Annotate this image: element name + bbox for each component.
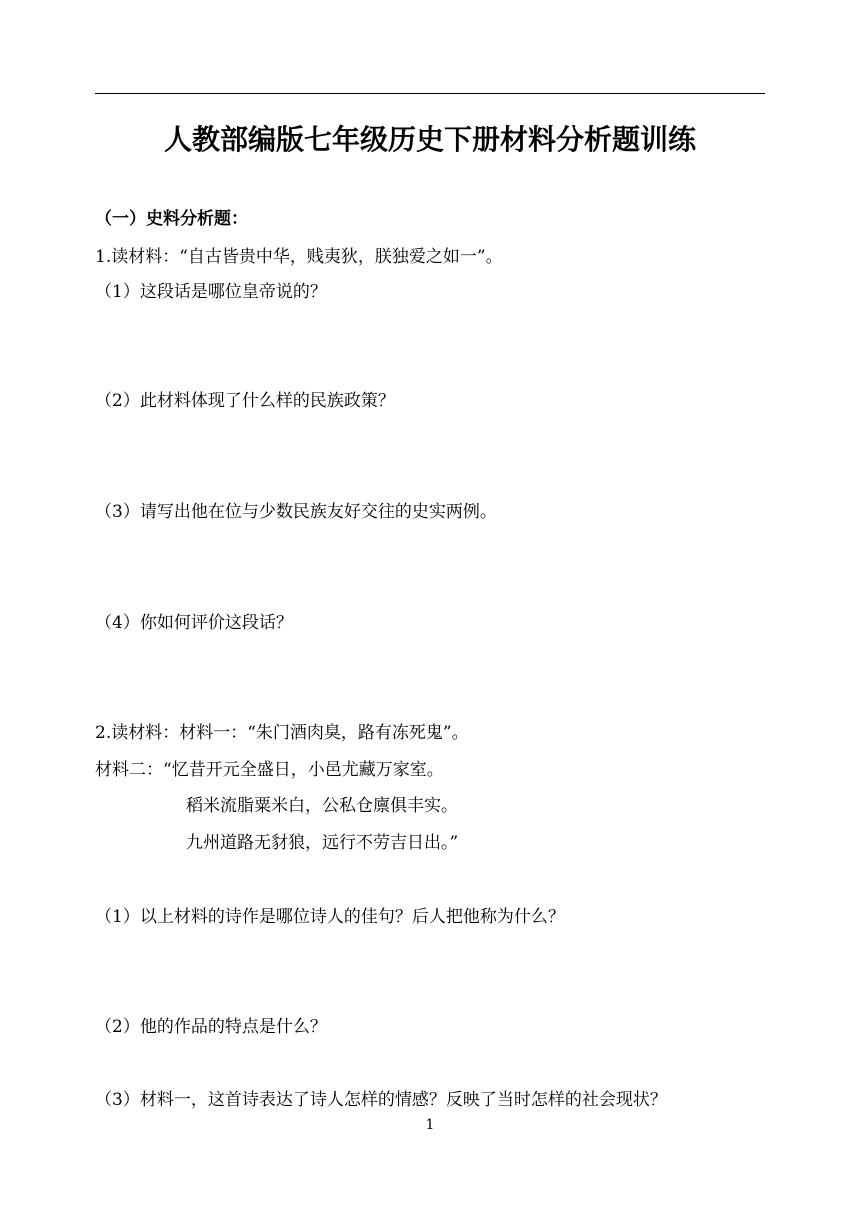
q2-material2-line2: 稻米流脂粟米白，公私仓廪俱丰实。 — [186, 796, 458, 816]
section-heading: （一）史料分析题： — [95, 209, 248, 229]
q2-sub1: （1）以上材料的诗作是哪位诗人的佳句？后人把他称为什么？ — [95, 907, 565, 927]
q2-stem: 2.读材料：材料一：“朱门酒肉臭，路有冻死鬼”。 — [95, 723, 469, 743]
q1-sub1: （1）这段话是哪位皇帝说的？ — [95, 282, 327, 302]
page-title: 人教部编版七年级历史下册材料分析题训练 — [163, 123, 696, 156]
q2-sub3: （3）材料一，这首诗表达了诗人怎样的情感？反映了当时怎样的社会现状？ — [95, 1090, 667, 1110]
q1-stem: 1.读材料：“自古皆贵中华，贱夷狄，朕独爱之如一”。 — [95, 247, 503, 267]
q2-material2-line1: 材料二：“忆昔开元全盛日，小邑尤藏万家室。 — [95, 760, 444, 780]
q1-sub3: （3）请写出他在位与少数民族友好交往的史实两例。 — [95, 502, 497, 522]
q1-sub2: （2）此材料体现了什么样的民族政策？ — [95, 391, 395, 411]
header-rule — [95, 93, 765, 94]
q2-sub2: （2）他的作品的特点是什么？ — [95, 1017, 327, 1037]
q1-sub4: （4）你如何评价这段话？ — [95, 613, 293, 633]
page-number: 1 — [425, 1117, 435, 1133]
q2-material2-line3: 九州道路无豺狼，远行不劳吉日出。” — [186, 833, 459, 853]
